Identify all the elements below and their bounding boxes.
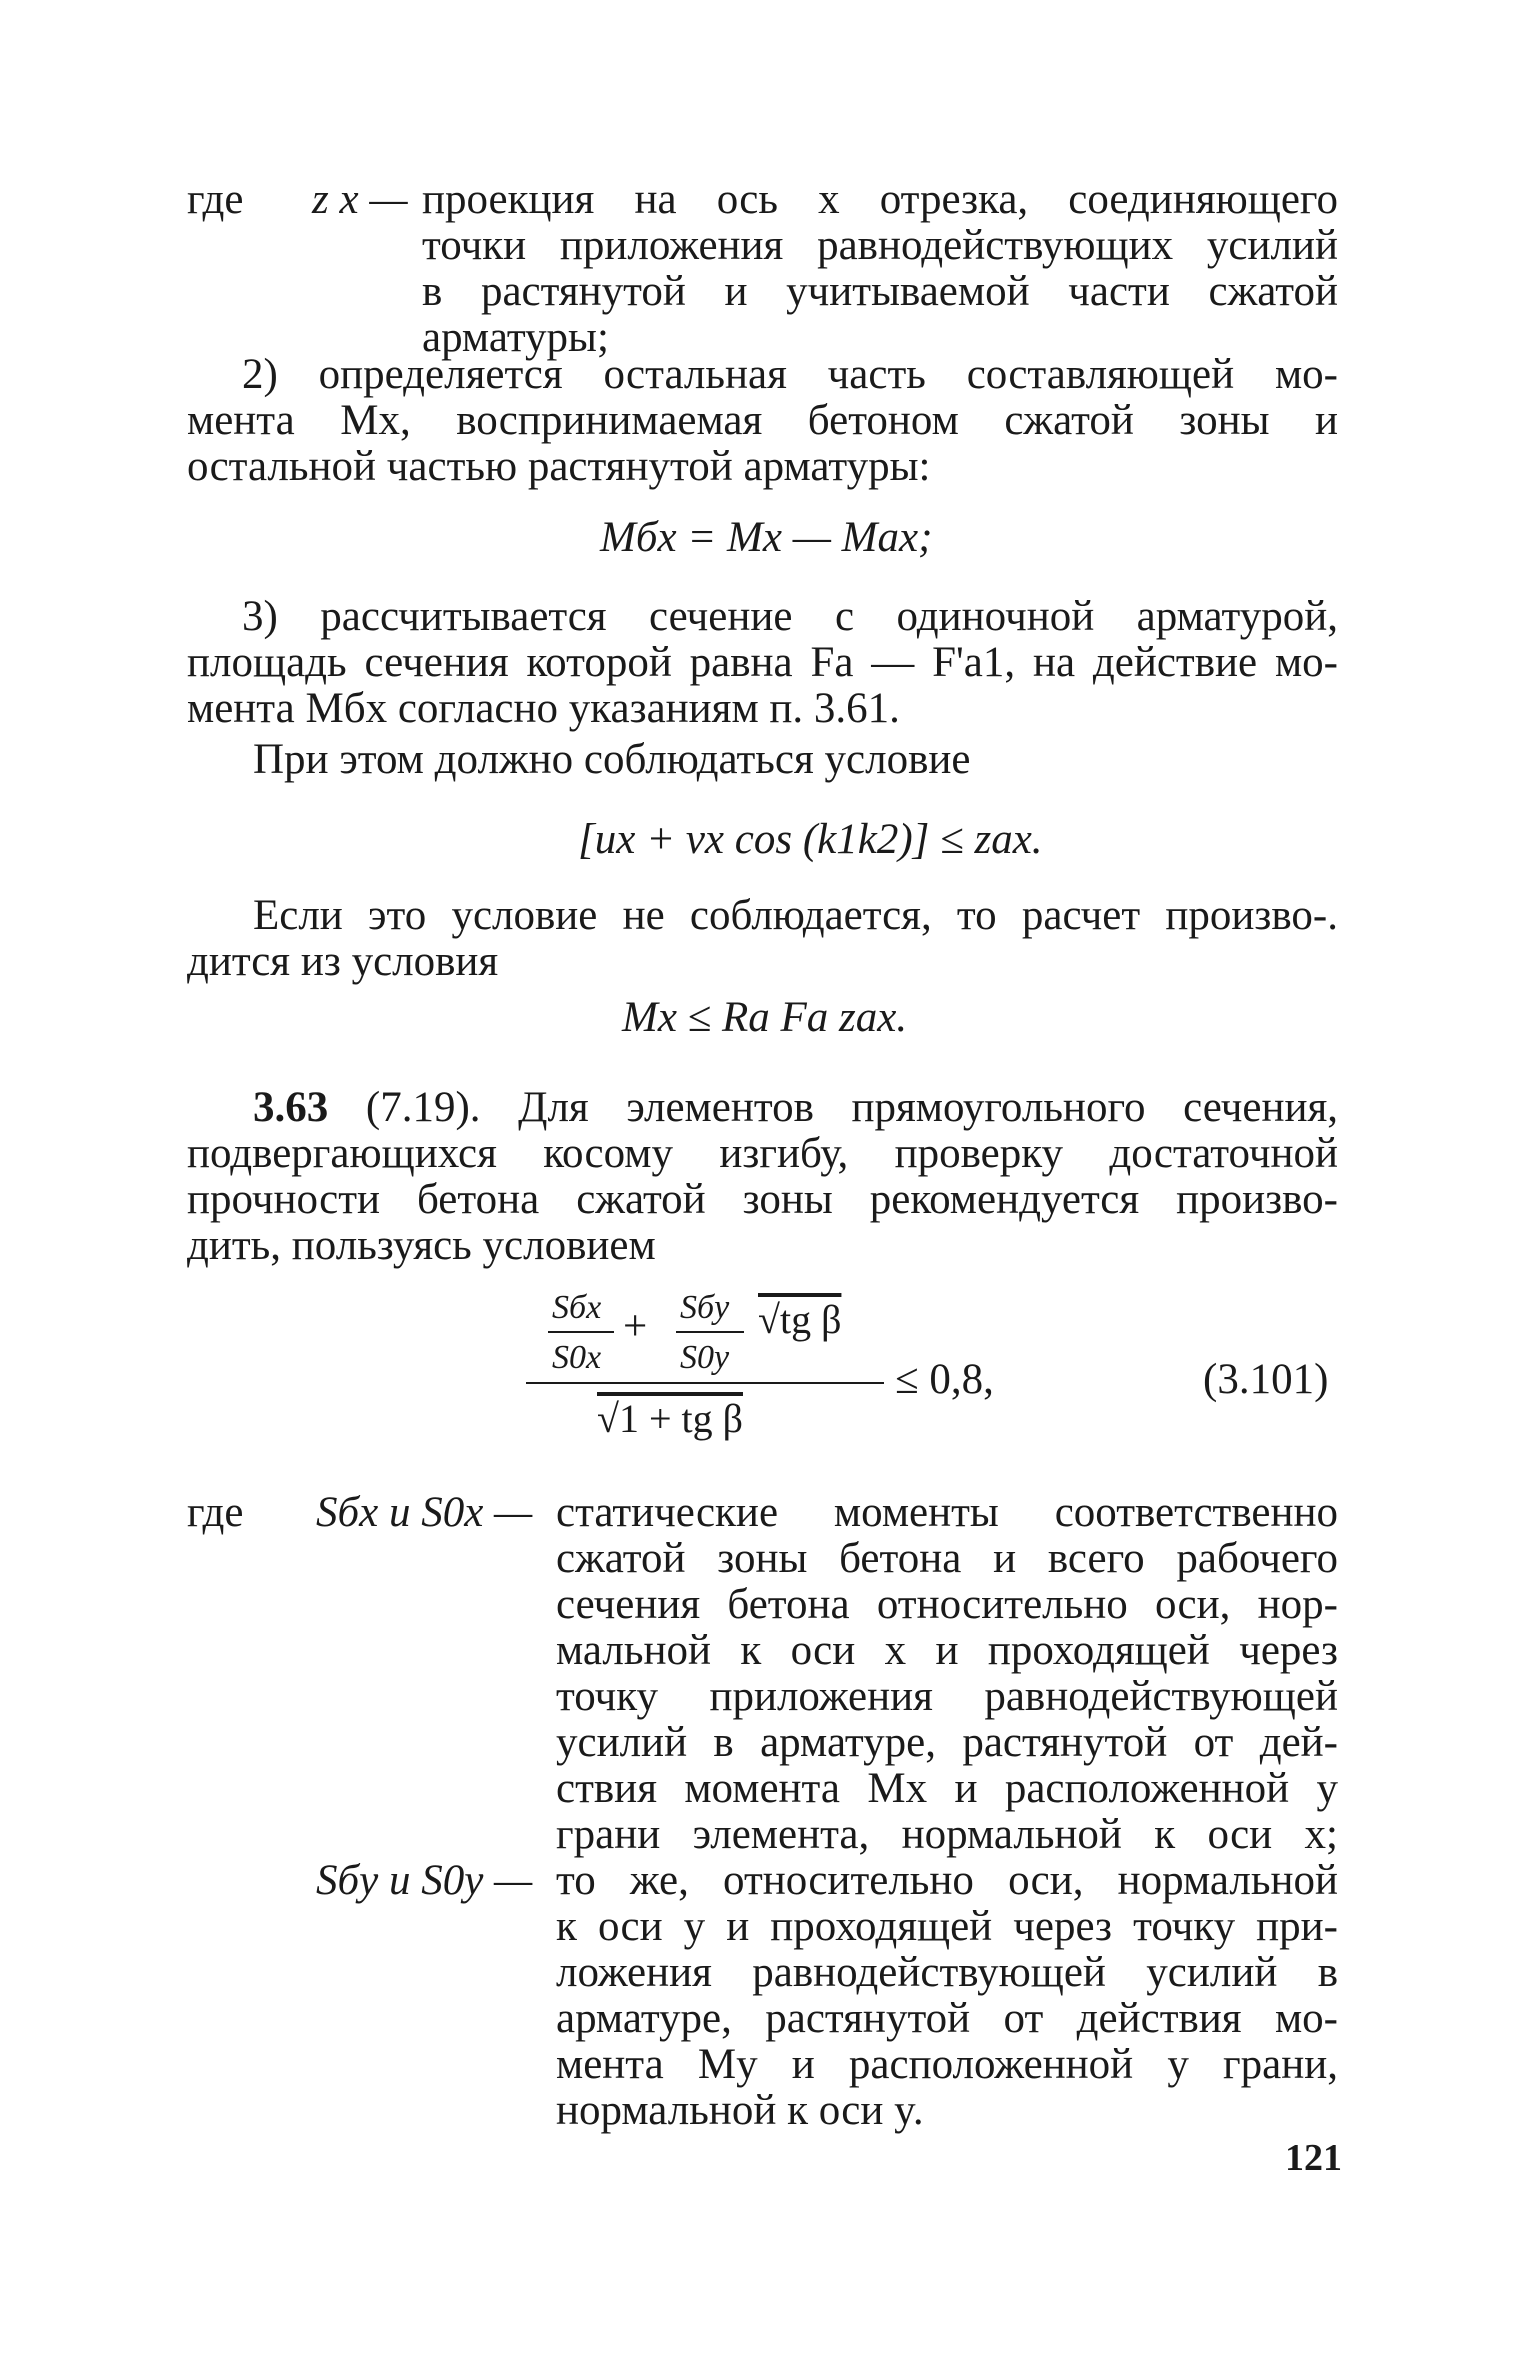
def1-line-8: грани элемента, нормальной к оси x; xyxy=(556,1811,1338,1858)
definition-symbol-sby-s0y: Sбy и S0y — xyxy=(316,1857,533,1904)
definition-sbx-text xyxy=(556,1490,1338,1858)
def1-line-1: статические моменты соответственно xyxy=(556,1489,1338,1536)
term1-numerator: Sбx xyxy=(552,1289,602,1326)
term1-denominator: S0x xyxy=(552,1339,602,1376)
plus-sign: + xyxy=(623,1303,648,1350)
definition-zx-line-1: проекция на ось x отрезка, соединяющего xyxy=(422,176,1338,223)
main-fraction-bar xyxy=(526,1382,884,1384)
term2-denominator: S0y xyxy=(680,1339,730,1376)
step-2-line-2: мента Mx, воспринимаемая бетоном сжатой зоны и xyxy=(187,397,1338,444)
step-3-line-2: площадь сечения которой равна Fa — F'a1, на действие мо- xyxy=(187,639,1338,686)
def2-line-3: ложения равнодействующей усилий в xyxy=(556,1949,1338,1996)
definition-sby-text xyxy=(556,1858,1338,2134)
section-number: 3.63 xyxy=(253,1084,329,1131)
page-number: 121 xyxy=(1285,2137,1342,2179)
step-2-line-1: 2) определяется остальная часть составляющей мо- xyxy=(242,351,1338,398)
step-3-line-1: 3) рассчитывается сечение с одиночной арматурой, xyxy=(242,593,1338,640)
def2-line-5: мента My и расположенной у грани, xyxy=(556,2041,1338,2088)
def2-line-6: нормальной к оси y. xyxy=(556,2087,924,2134)
def1-line-4: мальной к оси x и проходящей через xyxy=(556,1627,1338,1674)
term2-numerator: Sбy xyxy=(680,1289,730,1326)
definition-symbol-zx: z x — xyxy=(312,176,408,223)
term1-fraction-bar xyxy=(548,1331,614,1333)
formula-mbx: Mбx = Mx — Max; xyxy=(600,514,933,561)
else-paragraph xyxy=(187,893,1338,985)
step-2-paragraph xyxy=(187,352,1338,490)
definition-zx-line-4: арматуры; xyxy=(422,314,609,361)
definition-symbol-sbx-s0x: Sбx и S0x — xyxy=(316,1489,533,1536)
formula-number: (3.101) xyxy=(1203,1356,1329,1403)
section-3-63-line-2: подвергающихся косому изгибу, проверку достаточной xyxy=(187,1130,1338,1177)
definition-zx-text xyxy=(422,177,1338,361)
definition-zx-line-3: в растянутой и учитываемой части сжатой xyxy=(422,268,1338,315)
section-ref: (7.19). xyxy=(365,1084,481,1131)
def1-line-2: сжатой зоны бетона и всего рабочего xyxy=(556,1535,1338,1582)
term2-fraction-bar xyxy=(676,1331,744,1333)
def1-line-3: сечения бетона относительно оси, нор- xyxy=(556,1581,1338,1628)
section-3-63-line-1 xyxy=(187,1085,1338,1131)
step-2-line-3: остальной частью растянутой арматуры: xyxy=(187,443,931,490)
definition-zx-line-2: точки приложения равнодействующих усилий xyxy=(422,222,1338,269)
section-3-63 xyxy=(187,1085,1338,1269)
else-line-1: Если это условие не соблюдается, то расчет произво-. xyxy=(253,892,1338,939)
def2-line-2: к оси y и проходящей через точку при- xyxy=(556,1903,1338,1950)
section-3-63-text-1: Для элементов прямоугольного сечения, xyxy=(518,1084,1339,1131)
denominator-sqrt: √1 + tg β xyxy=(597,1396,743,1441)
def1-line-7: ствия момента Mx и расположенной у xyxy=(556,1765,1338,1812)
section-3-63-line-4: дить, пользуясь условием xyxy=(187,1222,656,1269)
def2-line-1: то же, относительно оси, нормальной xyxy=(556,1857,1338,1904)
step-3-line-3: мента Mбx согласно указаниям п. 3.61. xyxy=(187,685,900,732)
formula-rhs: ≤ 0,8, xyxy=(895,1356,994,1403)
def1-line-6: усилий в арматуре, растянутой от дей- xyxy=(556,1719,1338,1766)
else-line-2: дится из условия xyxy=(187,938,499,985)
condition-intro: При этом должно соблюдаться условие xyxy=(253,736,971,783)
def2-line-4: арматуре, растянутой от действия мо- xyxy=(556,1995,1338,2042)
def1-line-5: точку приложения равнодействующей xyxy=(556,1673,1338,1720)
where-label-1: где xyxy=(187,176,244,223)
formula-condition: [ux + vx cos (k1k2)] ≤ zax. xyxy=(578,816,1043,863)
step-3-paragraph xyxy=(187,594,1338,732)
section-3-63-line-3: прочности бетона сжатой зоны рекомендуется произво- xyxy=(187,1176,1338,1223)
where-label-2: где xyxy=(187,1489,244,1536)
sqrt-tg-beta: √tg β xyxy=(758,1297,842,1342)
formula-mx-ra: Mx ≤ Ra Fa zax. xyxy=(622,994,908,1041)
